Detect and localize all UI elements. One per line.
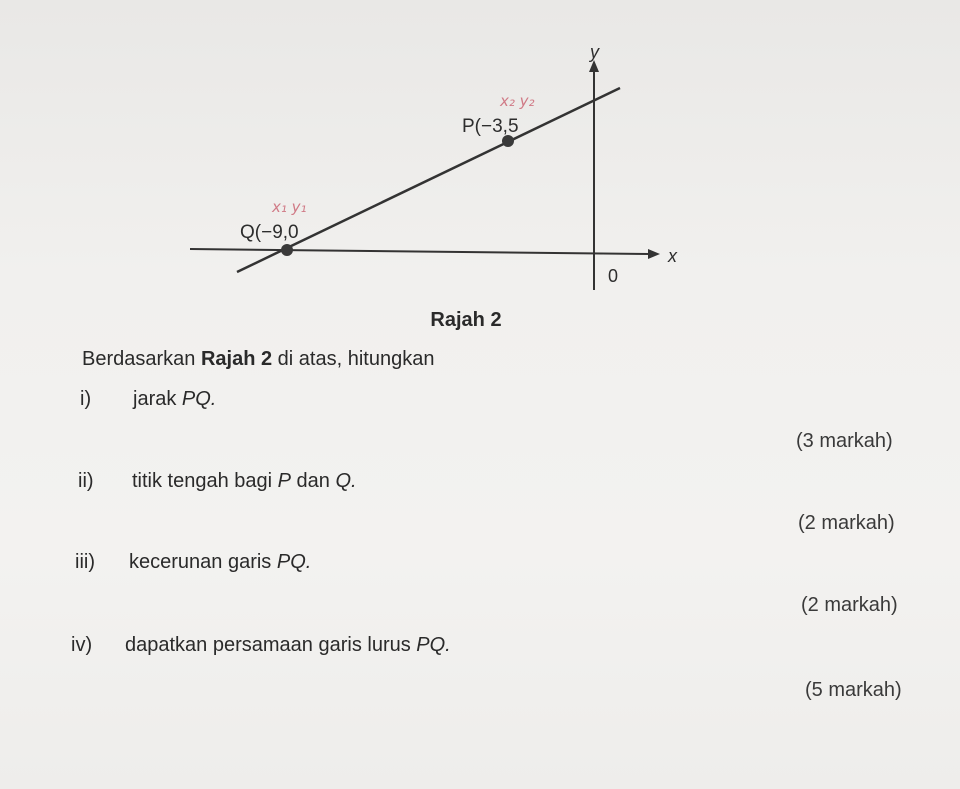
marks-question-ii: (2 markah) xyxy=(798,512,895,534)
x-axis-arrow-icon xyxy=(648,249,660,259)
diagram-caption: Rajah 2 xyxy=(430,309,502,331)
question-text xyxy=(125,634,451,657)
marks-question-iii: (2 markah) xyxy=(801,594,898,616)
question-text xyxy=(132,470,357,493)
question-text-main: dapatkan persamaan garis lurus xyxy=(125,634,417,656)
marks-question-iv: (5 markah) xyxy=(805,679,902,701)
x-axis xyxy=(190,249,650,254)
intro-suffix: di atas, hitungkan xyxy=(272,348,435,370)
handwritten-annotation-p: x₂ y₂ xyxy=(500,92,535,110)
question-text-main: titik tengah bagi xyxy=(132,470,278,492)
intro-diagram-ref: Rajah 2 xyxy=(200,348,273,370)
question-number: ii) xyxy=(78,470,94,492)
question-text-italic: PQ. xyxy=(416,634,451,656)
intro-prefix: Berdasarkan xyxy=(82,348,201,370)
question-text-main: jarak xyxy=(133,388,182,410)
question-number: iii) xyxy=(75,551,95,573)
question-number: iv) xyxy=(71,634,93,656)
question-text-main: kecerunan garis xyxy=(129,551,277,573)
question-text-italic: PQ. xyxy=(181,388,217,410)
question-number: i) xyxy=(80,388,92,410)
point-q xyxy=(281,244,293,256)
y-axis-label: y xyxy=(590,42,599,62)
question-text xyxy=(129,551,311,574)
marks-question-i: (3 markah) xyxy=(796,430,893,452)
point-q-label: Q(−9,0 xyxy=(240,222,299,243)
point-p-label: P(−3,5 xyxy=(462,116,519,137)
intro-text xyxy=(82,348,434,371)
question-text-after: dan xyxy=(291,470,336,492)
line-pq xyxy=(237,88,620,272)
coordinate-diagram xyxy=(0,0,960,320)
question-text-italic: PQ. xyxy=(276,551,312,573)
origin-label: 0 xyxy=(608,266,619,286)
question-text-italic-2: Q. xyxy=(335,470,357,492)
question-text-italic: P xyxy=(277,470,291,492)
question-text xyxy=(133,388,216,411)
x-axis-label: x xyxy=(668,246,677,266)
handwritten-annotation-q: x₁ y₁ xyxy=(272,198,307,216)
